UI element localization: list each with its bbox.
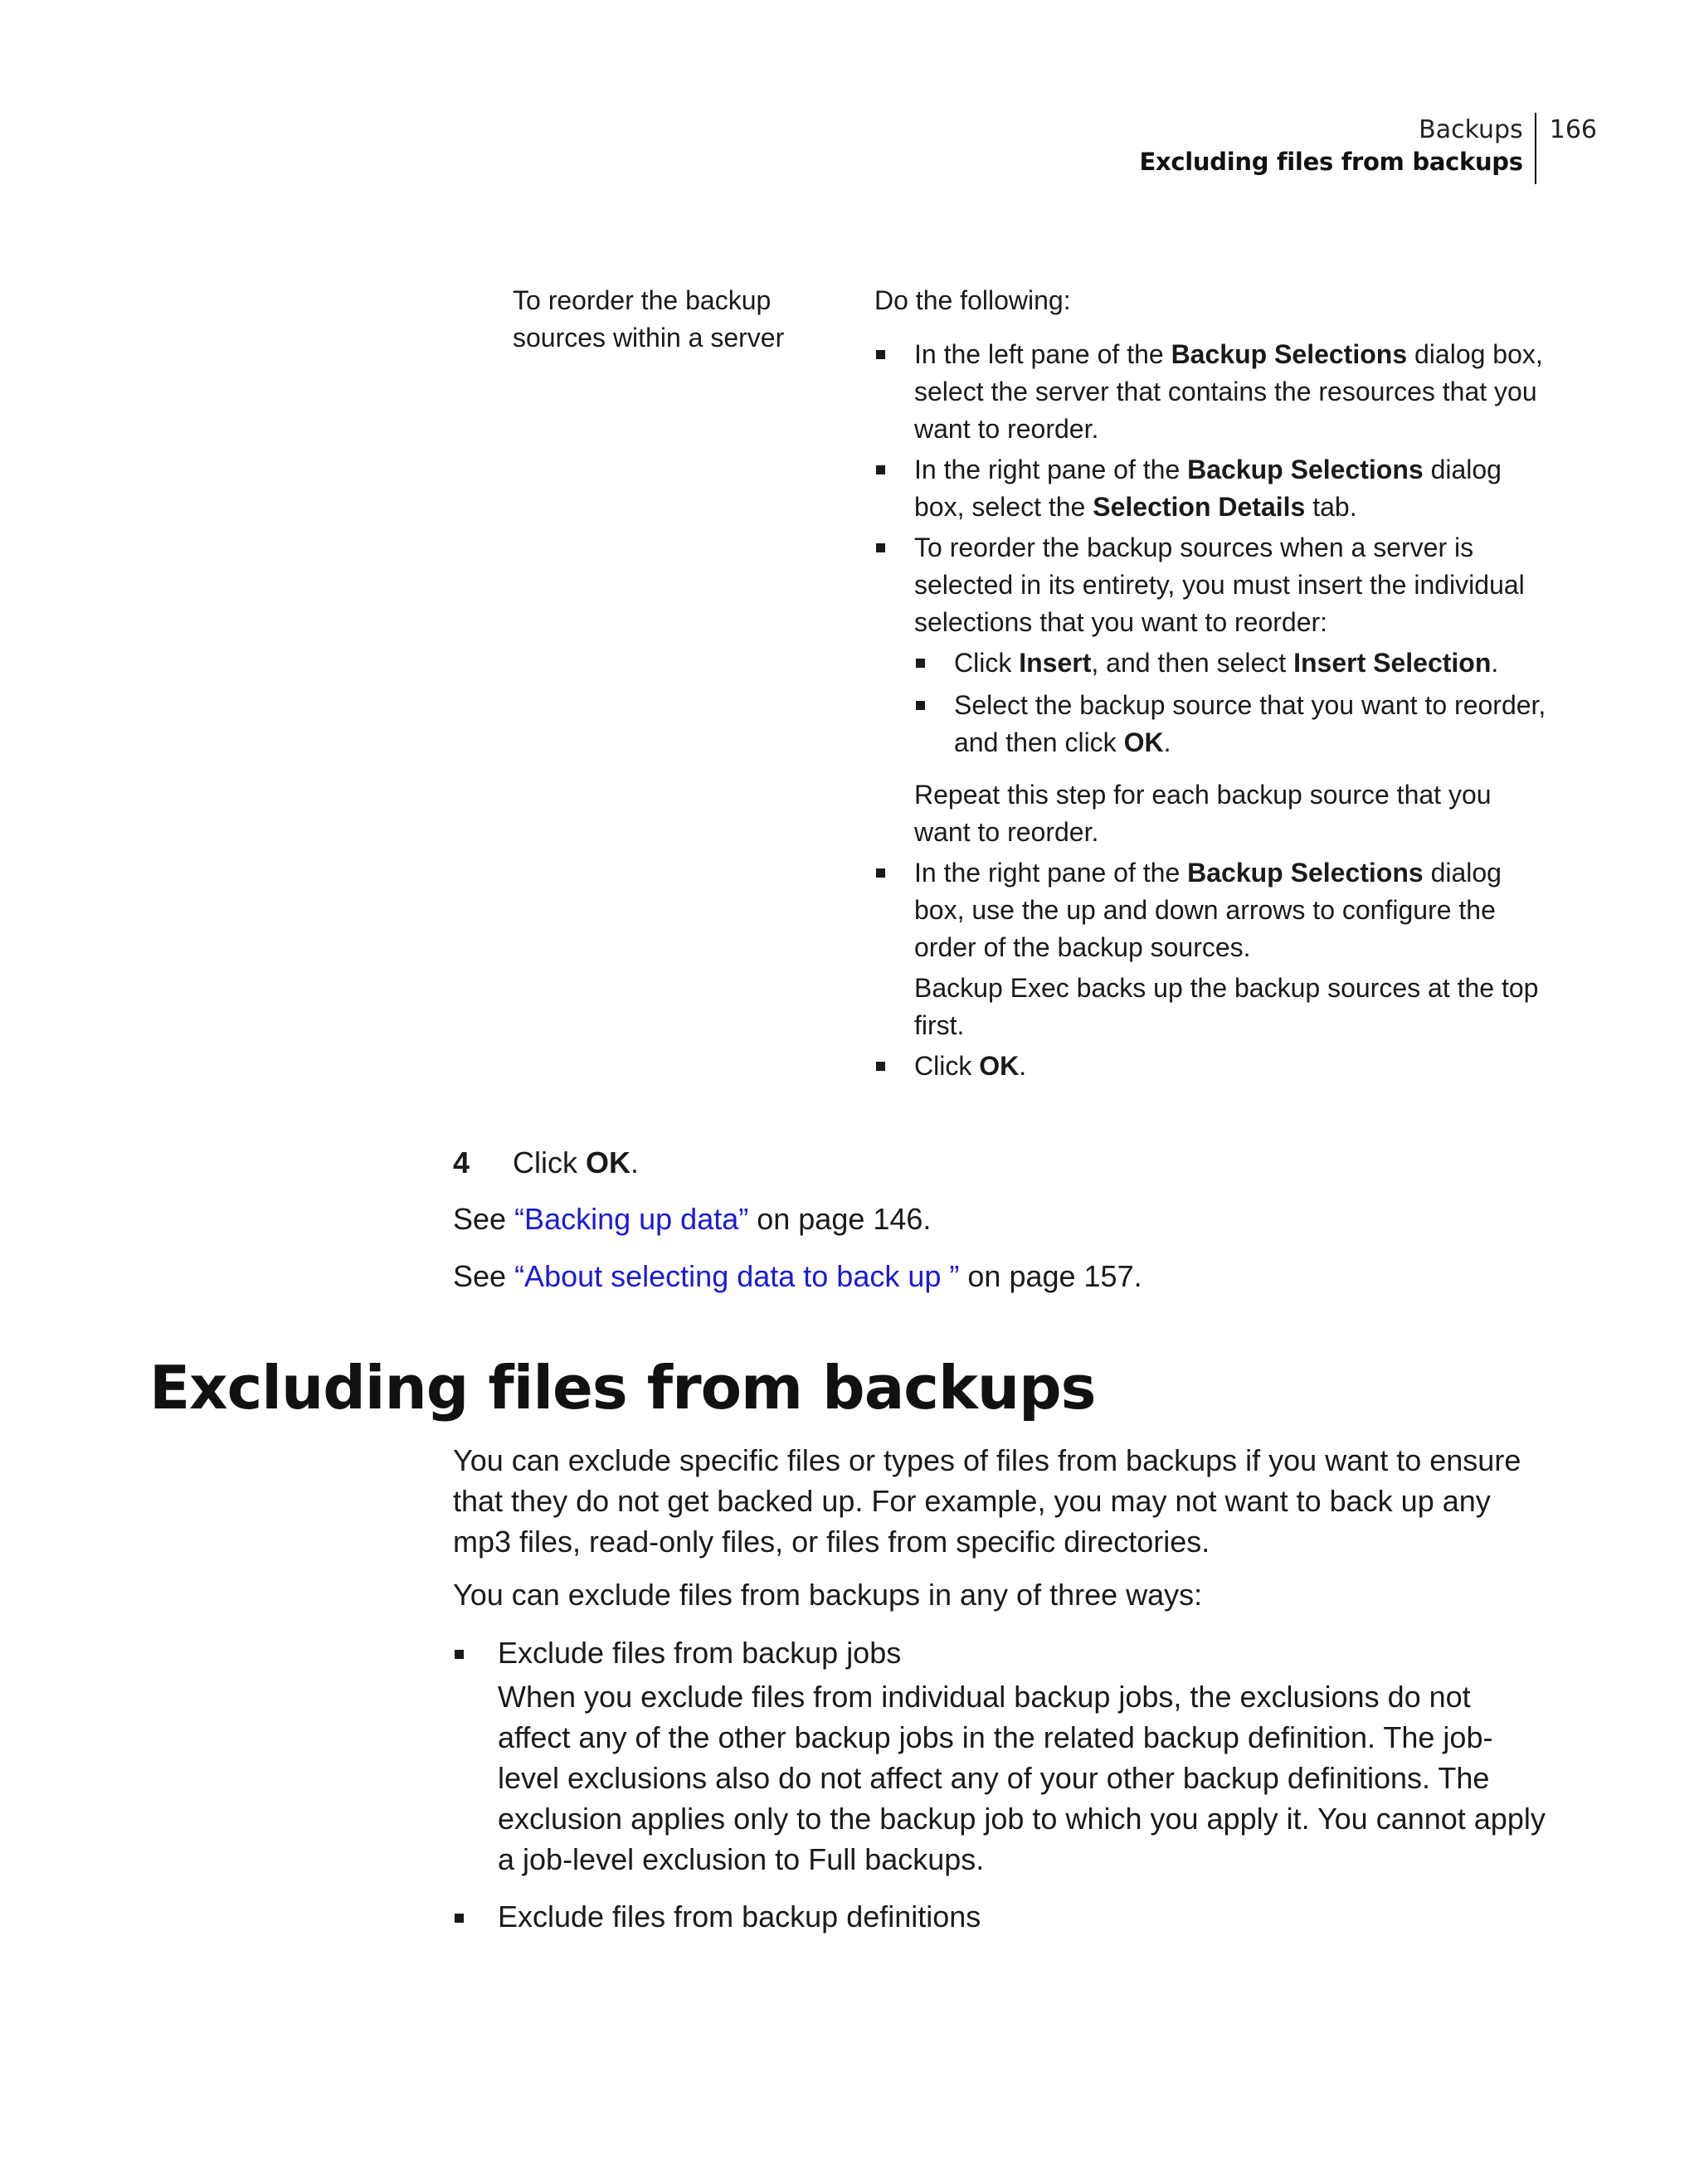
paragraph: You can exclude specific files or types of files from backups if you want to ensure that they do not get backed up. For example, you may not want to back up any mp3 files, read-only files, or files from specific directories.: [453, 1443, 1521, 1559]
exclusion-ways-list: [453, 1632, 1548, 1953]
ui-term: Selection Details: [1093, 492, 1306, 522]
square-bullet-icon: [876, 543, 885, 552]
ui-term: Insert: [1019, 648, 1092, 678]
table-left-cell: To reorder the backup sources within a server: [513, 285, 785, 353]
ui-term: Backup Selections: [1171, 339, 1408, 369]
cross-reference-link[interactable]: “Backing up data”: [514, 1202, 749, 1236]
square-bullet-icon: [876, 868, 885, 878]
list-item: Select the backup source that you want to reorder, and then click OK.: [914, 687, 1546, 761]
step-text: Click OK.: [513, 1146, 640, 1180]
list-item-title: Exclude files from backup definitions: [498, 1899, 981, 1933]
square-bullet-icon: [876, 1062, 885, 1071]
square-bullet-icon: [455, 1650, 464, 1659]
table-intro: Do the following:: [874, 285, 1071, 315]
square-bullet-icon: [876, 465, 885, 474]
list-item: Click Insert, and then select Insert Selection.: [914, 644, 1546, 682]
running-header: [1139, 113, 1597, 184]
list-item: Click OK.: [874, 1048, 1546, 1085]
repeat-note: Repeat this step for each backup source that you want to reorder.: [914, 780, 1492, 847]
header-titles: [1139, 113, 1536, 184]
step-number: 4: [453, 1146, 470, 1180]
header-section: Backups: [1419, 115, 1523, 144]
square-bullet-icon: [916, 701, 925, 710]
list-item: [453, 1632, 1548, 1880]
cross-reference-link[interactable]: “About selecting data to back up ”: [514, 1259, 960, 1293]
paragraph: You can exclude files from backups in any of three ways:: [453, 1578, 1203, 1612]
list-item: In the right pane of the Backup Selections dialog box, use the up and down arrows to configure the order of the backup sources. Backup Exec backs up the backup sources at the top first.: [874, 854, 1546, 1044]
ui-term: Backup Selections: [1187, 455, 1424, 484]
see-reference: See “Backing up data” on page 146.: [453, 1202, 932, 1236]
square-bullet-icon: [916, 659, 925, 668]
list-item: In the left pane of the Backup Selections dialog box, select the server that contains the resources that you want to reorder.: [874, 336, 1546, 448]
table-right-cell: [874, 282, 1546, 1088]
square-bullet-icon: [455, 1914, 464, 1923]
ui-term: OK: [586, 1146, 630, 1180]
square-bullet-icon: [876, 350, 885, 359]
list-item: [453, 1896, 1548, 1937]
list-item: In the right pane of the Backup Selections dialog box, select the Selection Details tab.: [874, 451, 1546, 526]
see-reference: See “About selecting data to back up ” on page 157.: [453, 1259, 1142, 1293]
header-subsection: Excluding files from backups: [1139, 148, 1523, 176]
ui-term: OK: [979, 1051, 1020, 1081]
section-heading: Excluding files from backups: [149, 1353, 1096, 1423]
result-note: Backup Exec backs up the backup sources at the top first.: [914, 973, 1539, 1040]
nested-list: [914, 644, 1546, 761]
ui-term: Backup Selections: [1187, 858, 1424, 888]
page-number: 166: [1549, 115, 1597, 144]
ui-term: OK: [1123, 727, 1164, 757]
bullet-list: [453, 1632, 1548, 1937]
ui-term: Insert Selection: [1293, 648, 1492, 678]
list-item: To reorder the backup sources when a server is selected in its entirety, you must insert the individual selections that you want to reorder: Click Insert, and then select Insert Selection. Select the backup source that you want to reorder, and then click OK. Repeat this step for each backup source that you want to reorder.: [874, 529, 1546, 851]
list-item-title: Exclude files from backup jobs: [498, 1636, 902, 1670]
procedure-list: [874, 336, 1546, 1085]
list-item-body: When you exclude files from individual backup jobs, the exclusions do not affect any of the other backup jobs in the related backup definition. The job-level exclusions also do not affect any of your other backup definitions. The exclusion applies only to the backup job to which you apply it. You cannot apply a job-level exclusion to Full backups.: [498, 1680, 1546, 1876]
